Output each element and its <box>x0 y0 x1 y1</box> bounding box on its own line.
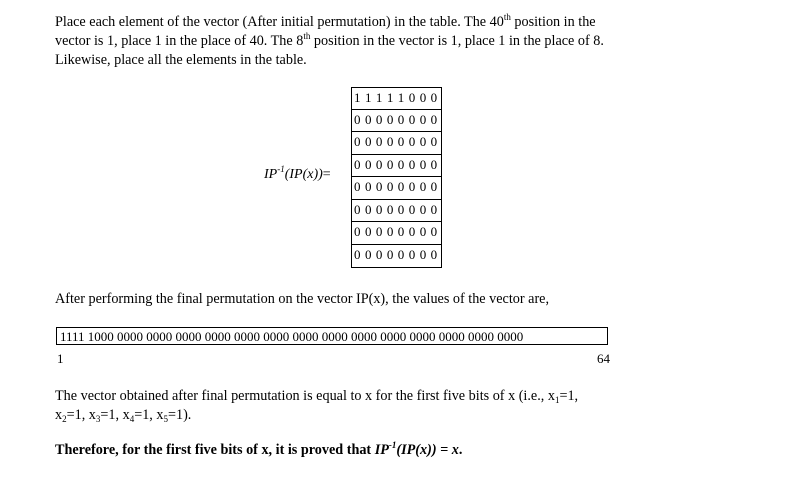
ip-symbol: IP <box>374 442 389 458</box>
intro-line-2 <box>55 32 604 51</box>
matrix-row: 1 1 1 1 1 0 0 0 <box>354 90 438 105</box>
matrix-equation-label <box>264 164 331 183</box>
subscript: 3 <box>95 414 101 424</box>
variable-x: x <box>55 407 63 423</box>
subscript: 1 <box>554 395 560 405</box>
vector-index-start: 1 <box>57 351 64 366</box>
intro-paragraph <box>55 13 604 69</box>
subscript: 2 <box>62 414 67 424</box>
intro-line-1 <box>55 13 604 32</box>
matrix-row: 0 0 0 0 0 0 0 0 <box>354 179 438 194</box>
final-line-2 <box>55 406 578 425</box>
after-permutation-text: After performing the final permutation on the vector IP(x), the values of the vector are, <box>55 291 550 307</box>
intro-line-1-tail: position in the <box>510 14 596 30</box>
ordinal-suffix: th <box>303 31 311 41</box>
inverse-exponent: -1 <box>277 164 285 174</box>
final-line-1 <box>55 387 578 406</box>
intro-line-3: Likewise, place all the elements in the table. <box>55 52 307 68</box>
bit-value: =1, x <box>134 407 164 423</box>
period: . <box>458 442 463 458</box>
matrix-row: 0 0 0 0 0 0 0 0 <box>354 134 438 149</box>
intro-line-2-text: vector is 1, place 1 in the place of 40. The 8 <box>55 33 304 49</box>
matrix-row: 0 0 0 0 0 0 0 0 <box>354 112 438 127</box>
final-vector-paragraph <box>55 387 578 425</box>
matrix-row: 0 0 0 0 0 0 0 0 <box>354 202 438 217</box>
conclusion-formula <box>375 442 459 458</box>
final-line-1-text: The vector obtained after final permutation is equal to x for the first five bits of x (i.e., x <box>55 388 555 404</box>
intro-line-2-tail: position in the vector is 1, place 1 in the place of 8. <box>310 33 604 49</box>
bit-value: =1, <box>559 388 579 404</box>
bit-matrix-table <box>351 87 442 268</box>
matrix-row: 0 0 0 0 0 0 0 0 <box>354 247 438 262</box>
bit-value: =1, x <box>66 407 96 423</box>
ip-argument: (IP(x)) <box>284 167 323 182</box>
bit-value: =1). <box>167 407 192 423</box>
ip-argument: (IP(x)) = x <box>396 442 459 458</box>
ordinal-suffix: th <box>503 12 511 22</box>
equals-sign: = <box>322 167 331 182</box>
conclusion-text: Therefore, for the first five bits of x, it is proved that <box>55 442 375 458</box>
bit-value: =1, x <box>100 407 130 423</box>
matrix-row: 0 0 0 0 0 0 0 0 <box>354 157 438 172</box>
matrix-row: 0 0 0 0 0 0 0 0 <box>354 224 438 239</box>
subscript: 4 <box>129 414 135 424</box>
subscript: 5 <box>163 414 168 424</box>
vector-index-end: 64 <box>597 351 610 366</box>
final-vector-box: 1111 1000 0000 0000 0000 0000 0000 0000 0000 0000 0000 0000 0000 0000 0000 0000 <box>56 327 608 345</box>
ip-symbol: IP <box>264 167 278 182</box>
intro-line-1-text: Place each element of the vector (After initial permutation) in the table. The 40 <box>55 14 504 30</box>
inverse-exponent: -1 <box>388 440 397 450</box>
conclusion-statement <box>55 441 462 460</box>
